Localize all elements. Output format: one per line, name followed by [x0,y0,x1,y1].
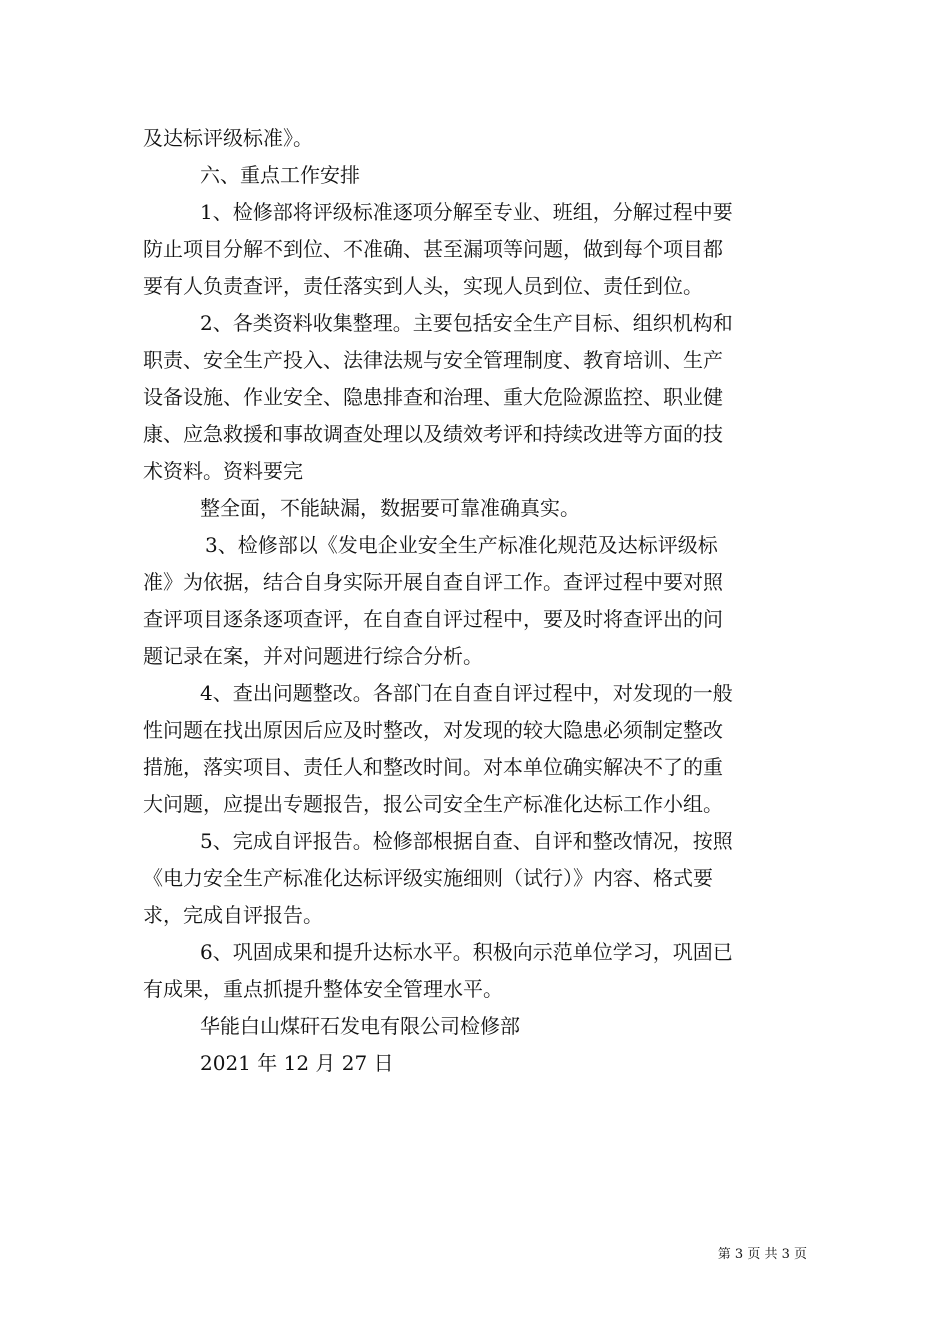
text-line: 要有人负责查评，责任落实到人头，实现人员到位、责任到位。 [143,274,703,298]
page-number: 第 3 页 共 3 页 [717,1247,807,1262]
text-line: 防止项目分解不到位、不准确、甚至漏项等问题，做到每个项目都 [143,237,723,261]
section-heading: 六、重点工作安排 [200,163,360,187]
text-line: 3、检修部以《发电企业安全生产标准化规范及达标评级标 [205,533,718,557]
signature-date: 2021 年 12 月 27 日 [200,1051,394,1075]
text-line: 2、各类资料收集整理。主要包括安全生产目标、组织机构和 [200,311,733,335]
text-line: 6、巩固成果和提升达标水平。积极向示范单位学习，巩固已 [200,940,733,964]
text-line: 准》为依据，结合自身实际开展自查自评工作。查评过程中要对照 [143,570,723,594]
text-line: 4、查出问题整改。各部门在自查自评过程中，对发现的一般 [200,681,733,705]
text-line: 措施，落实项目、责任人和整改时间。对本单位确实解决不了的重 [143,755,723,779]
text-line: 职责、安全生产投入、法律法规与安全管理制度、教育培训、生产 [143,348,723,372]
document-body [143,120,813,1082]
text-line: 整全面，不能缺漏，数据要可靠准确真实。 [200,496,580,520]
text-line: 设备设施、作业安全、隐患排查和治理、重大危险源监控、职业健 [143,385,723,409]
text-line: 1、检修部将评级标准逐项分解至专业、班组，分解过程中要 [200,200,733,224]
text-line: 题记录在案，并对问题进行综合分析。 [143,644,483,668]
text-line: 大问题，应提出专题报告，报公司安全生产标准化达标工作小组。 [143,792,723,816]
text-line: 《电力安全生产标准化达标评级实施细则（试行）》内容、格式要 [143,866,713,890]
text-line: 有成果，重点抓提升整体安全管理水平。 [143,977,503,1001]
text-line: 求，完成自评报告。 [143,903,323,927]
text-line: 康、应急救援和事故调查处理以及绩效考评和持续改进等方面的技 [143,422,723,446]
signature-organization: 华能白山煤矸石发电有限公司检修部 [200,1014,520,1038]
text-line: 查评项目逐条逐项查评，在自查自评过程中，要及时将查评出的问 [143,607,723,631]
text-line: 术资料。资料要完 [143,459,303,483]
text-line: 5、完成自评报告。检修部根据自查、自评和整改情况，按照 [200,829,733,853]
text-line: 性问题在找出原因后应及时整改，对发现的较大隐患必须制定整改 [143,718,723,742]
text-line: 及达标评级标准》。 [143,126,313,150]
